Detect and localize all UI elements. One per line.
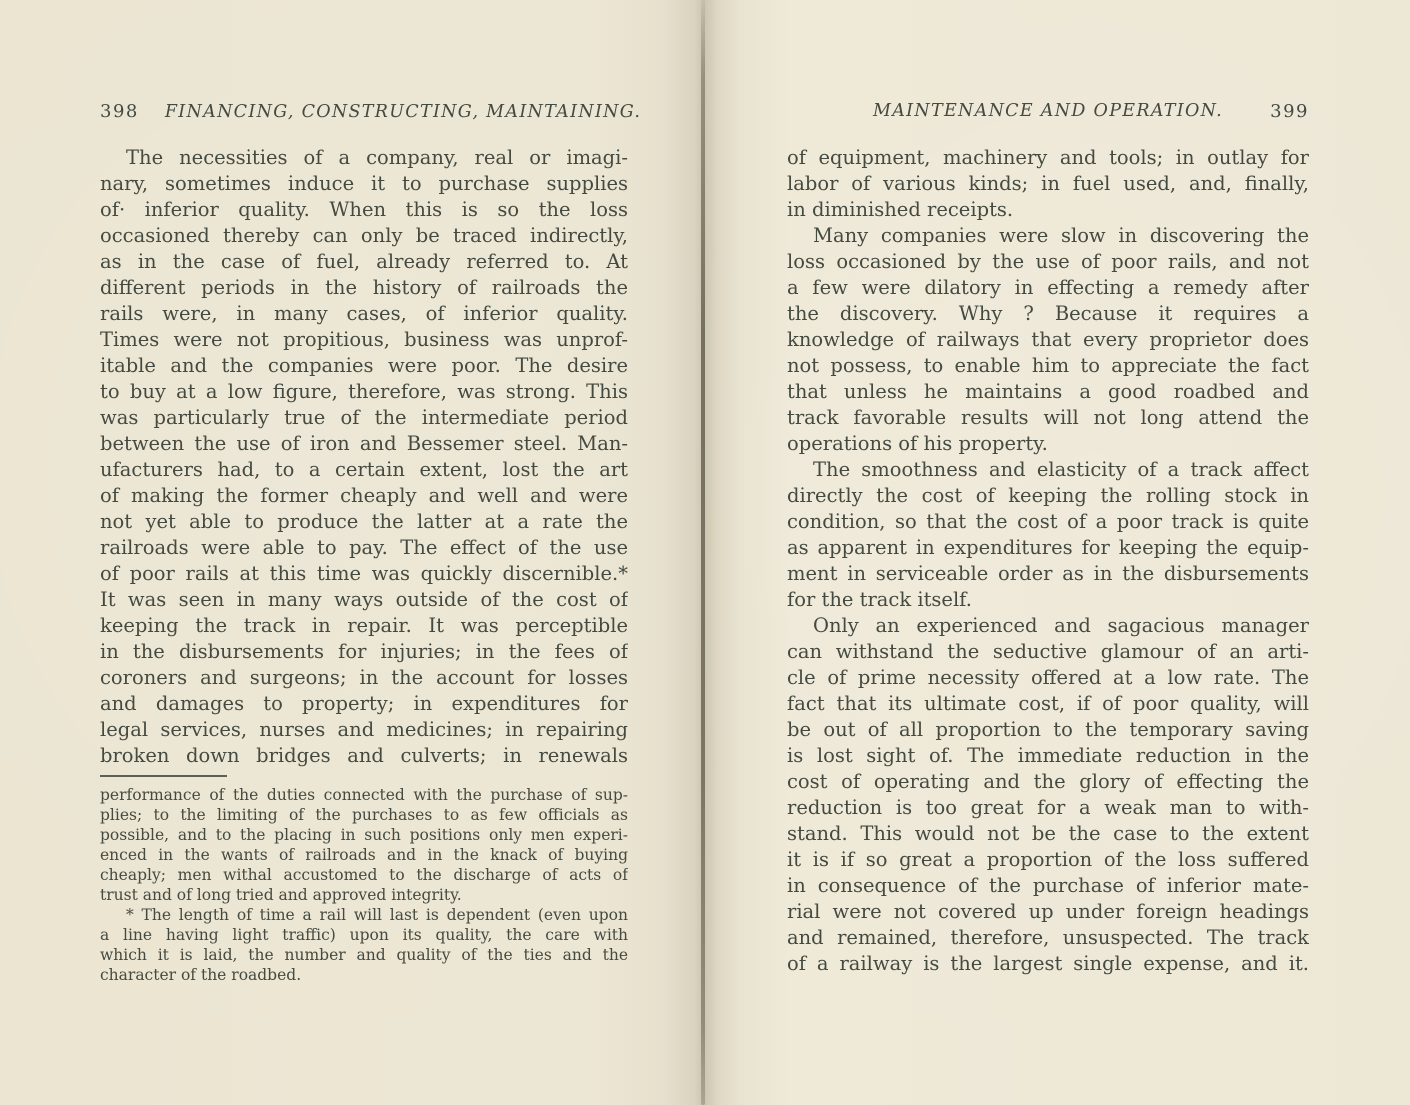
- text-line: railroads were able to pay. The effect of the use: [100, 536, 628, 559]
- text-line: not yet able to produce the latter at a rate the: [100, 510, 628, 533]
- text-line: in diminished receipts.: [787, 198, 1014, 221]
- text-line: coroners and surgeons; in the account for losses: [100, 666, 628, 689]
- text-line: rails were, in many cases, of inferior quality.: [100, 302, 628, 325]
- text-line: a line having light traffic) upon its quality, the care with: [100, 926, 628, 944]
- text-line: condition, so that the cost of a poor track is quite: [787, 510, 1309, 533]
- text-line: Many companies were slow in discovering the: [813, 224, 1309, 247]
- running-header: FINANCING, CONSTRUCTING, MAINTAINING.: [164, 102, 642, 122]
- book-gutter: [701, 0, 705, 1105]
- text-line: loss occasioned by the use of poor rails, and not: [787, 250, 1309, 273]
- text-line: Times were not propitious, business was unprof-: [100, 328, 628, 351]
- text-line: keeping the track in repair. It was perceptible: [100, 614, 628, 637]
- text-line: as in the case of fuel, already referred to. At: [100, 250, 628, 273]
- text-line: legal services, nurses and medicines; in repairing: [100, 718, 628, 741]
- text-line: character of the roadbed.: [100, 966, 302, 984]
- text-line: and remained, therefore, unsuspected. The track: [787, 926, 1309, 949]
- text-line: in consequence of the purchase of inferior mate-: [787, 874, 1309, 897]
- text-line: occasioned thereby can only be traced indirectly,: [100, 224, 628, 247]
- page-number: 399: [1270, 101, 1309, 122]
- text-line: ment in serviceable order as in the disbursements: [787, 562, 1309, 585]
- text-line: cheaply; men withal accustomed to the discharge of acts of: [100, 866, 628, 884]
- text-line: was particularly true of the intermediate period: [100, 406, 628, 429]
- text-line: it is if so great a proportion of the loss suffered: [787, 848, 1309, 871]
- text-line: reduction is too great for a weak man to with-: [787, 796, 1309, 819]
- page-right: [705, 0, 1410, 1105]
- text-line: It was seen in many ways outside of the cost of: [100, 588, 628, 611]
- text-line: of poor rails at this time was quickly discernible.*: [100, 562, 628, 585]
- text-line: be out of all proportion to the temporary saving: [787, 718, 1309, 741]
- text-line: labor of various kinds; in fuel used, and, finally,: [787, 172, 1309, 195]
- text-line: which it is laid, the number and quality of the ties and the: [100, 946, 628, 964]
- text-line: can withstand the seductive glamour of an arti-: [787, 640, 1309, 663]
- page-header-right: [787, 101, 1309, 125]
- footnote-text: [100, 785, 628, 985]
- page-header-left: [100, 101, 642, 125]
- text-line: is lost sight of. The immediate reduction in the: [787, 744, 1309, 767]
- text-line: for the track itself.: [787, 588, 972, 611]
- text-line: directly the cost of keeping the rolling stock in: [787, 484, 1309, 507]
- text-line: itable and the companies were poor. The desire: [100, 354, 628, 377]
- text-line: nary, sometimes induce it to purchase supplies: [100, 172, 628, 195]
- text-line: cost of operating and the glory of effecting the: [787, 770, 1309, 793]
- body-text: [787, 145, 1309, 977]
- text-line: enced in the wants of railroads and in the knack of buying: [100, 846, 628, 864]
- text-line: possible, and to the placing in such positions only men experi-: [100, 826, 628, 844]
- text-line: not possess, to enable him to appreciate the fact: [787, 354, 1309, 377]
- text-line: broken down bridges and culverts; in renewals: [100, 744, 628, 767]
- text-line: track favorable results will not long attend the: [787, 406, 1309, 429]
- text-line: plies; to the limiting of the purchases to as few officials as: [100, 806, 628, 824]
- text-line: The necessities of a company, real or imagi-: [126, 146, 628, 169]
- text-line: knowledge of railways that every proprietor does: [787, 328, 1309, 351]
- text-line: ufacturers had, to a certain extent, lost the art: [100, 458, 628, 481]
- text-line: trust and of long tried and approved integrity.: [100, 886, 462, 904]
- text-line: rial were not covered up under foreign headings: [787, 900, 1309, 923]
- text-line: cle of prime necessity offered at a low rate. The: [787, 666, 1309, 689]
- text-line: performance of the duties connected with the purchase of sup-: [100, 786, 628, 804]
- text-line: The smoothness and elasticity of a track affect: [813, 458, 1309, 481]
- text-line: and damages to property; in expenditures for: [100, 692, 628, 715]
- footnote-rule: [100, 775, 227, 777]
- text-line: a few were dilatory in effecting a remedy after: [787, 276, 1309, 299]
- text-line: operations of his property.: [787, 432, 1048, 455]
- page-number: 398: [100, 101, 139, 122]
- text-line: of· inferior quality. When this is so the loss: [100, 198, 628, 221]
- running-header: MAINTENANCE AND OPERATION.: [872, 101, 1223, 121]
- text-line: of equipment, machinery and tools; in outlay for: [787, 146, 1309, 169]
- text-line: fact that its ultimate cost, if of poor quality, will: [787, 692, 1309, 715]
- text-line: as apparent in expenditures for keeping the equip-: [787, 536, 1309, 559]
- text-line: of making the former cheaply and well and were: [100, 484, 628, 507]
- text-line: Only an experienced and sagacious manager: [813, 614, 1309, 637]
- text-line: stand. This would not be the case to the extent: [787, 822, 1309, 845]
- text-line: between the use of iron and Bessemer steel. Man-: [100, 432, 628, 455]
- text-line: different periods in the history of railroads the: [100, 276, 628, 299]
- text-line: * The length of time a rail will last is dependent (even upon: [126, 906, 628, 924]
- body-text: [100, 145, 628, 769]
- text-line: that unless he maintains a good roadbed and: [787, 380, 1309, 403]
- text-line: to buy at a low figure, therefore, was strong. This: [100, 380, 628, 403]
- text-line: of a railway is the largest single expense, and it.: [787, 952, 1309, 975]
- text-line: in the disbursements for injuries; in the fees of: [100, 640, 628, 663]
- text-line: the discovery. Why ? Because it requires a: [787, 302, 1309, 325]
